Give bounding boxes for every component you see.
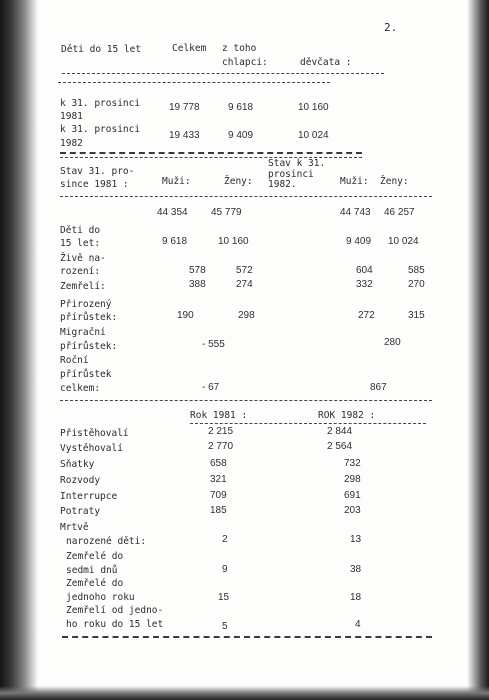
t3-row9-label-l2: jednoho roku	[66, 592, 135, 603]
t1-row2-label-l1: k 31. prosinci	[60, 124, 141, 135]
t2-children-l1: Děti do	[60, 225, 101, 236]
t3-row4-label: Rozvody	[60, 475, 101, 486]
t2-header-state82-l3: 1982.	[268, 179, 297, 190]
t3-header-rule	[190, 423, 426, 424]
t2-deaths-women81: 274	[236, 279, 253, 290]
t3-row7-1982: 13	[350, 534, 362, 545]
t3-row9-label-l1: Zemřelé do	[66, 578, 124, 589]
t2-natural-men81: 190	[177, 310, 194, 321]
t2-children-women82: 10 024	[388, 236, 419, 247]
t3-row6-1981: 185	[210, 505, 227, 516]
t3-row7-label-l2: narozené děti:	[66, 536, 147, 547]
t2-births-women82: 585	[408, 265, 425, 276]
t2-migration-1981: - 555	[202, 339, 225, 350]
t2-migration-l1: Migrační	[60, 327, 106, 338]
t1-rule-2	[58, 82, 330, 83]
t3-row2-1981: 2 770	[208, 441, 234, 452]
t2-natural-l2: přírůstek:	[60, 312, 118, 323]
scan-shadow-bottom	[0, 686, 489, 700]
t3-row4-1981: 321	[210, 474, 227, 485]
t1-row2-boys: 9 409	[228, 130, 254, 141]
t2-births-women81: 572	[236, 265, 253, 276]
t3-row5-1981: 709	[210, 490, 227, 501]
t3-row3-1981: 658	[210, 458, 227, 469]
t3-row4-1982: 298	[344, 474, 361, 485]
t3-row9-1981: 15	[218, 592, 230, 603]
t1-header-label: Děti do 15 let	[61, 44, 142, 55]
t2-deaths-men81: 388	[189, 279, 206, 290]
t2-annual-1982: 867	[370, 382, 387, 393]
t1-rule-1	[62, 73, 384, 74]
t2-header-rule	[60, 196, 432, 197]
t2-bottom-rule	[60, 400, 432, 401]
page-number: 2.	[384, 21, 398, 34]
t2-header-men82: Muži:	[340, 176, 369, 187]
t2-header-state81-l2: since 1981 :	[60, 179, 129, 190]
t1-row1-boys: 9 618	[228, 102, 254, 113]
t1-row1-girls: 10 160	[298, 102, 329, 113]
t2-children-l2: 15 let:	[60, 238, 101, 249]
t1-bottom-rule	[60, 152, 362, 154]
t1-header-girls: děvčata :	[300, 57, 352, 68]
t3-row1-1981: 2 215	[208, 426, 234, 437]
t3-row7-label-l1: Mrtvě	[60, 522, 89, 533]
t2-migration-1982: 280	[384, 337, 401, 348]
t2-natural-l1: Přirozený	[60, 299, 112, 310]
t2-migration-l2: přírůstek:	[60, 341, 118, 352]
t3-row10-label-l1: Zemřelí od jedno-	[66, 605, 164, 616]
t3-row5-label: Interrupce	[60, 491, 118, 502]
t1-row2-total: 19 433	[169, 130, 200, 141]
t3-row10-label-l2: ho roku do 15 let	[66, 619, 164, 630]
t2-children-men81: 9 618	[162, 236, 188, 247]
t3-row8-label-l1: Zemřelé do	[66, 551, 124, 562]
t2-natural-women81: 298	[238, 310, 255, 321]
t3-row8-1981: 9	[222, 564, 228, 575]
t3-header-1981: Rok 1981 :	[190, 410, 248, 421]
t2-deaths-men82: 332	[356, 279, 373, 290]
scan-shadow-right	[467, 0, 489, 700]
t3-row6-label: Potraty	[60, 506, 101, 517]
t2-total-men81: 44 354	[157, 207, 188, 218]
t2-annual-l2: přírůstek	[60, 369, 112, 380]
t3-row9-1982: 18	[350, 592, 362, 603]
t2-deaths-women82: 270	[408, 279, 425, 290]
t2-header-women82: Ženy:	[380, 176, 409, 187]
t3-row10-1982: 4	[355, 619, 361, 630]
t3-row1-1982: 2 844	[327, 426, 353, 437]
t2-header-men81: Muži:	[162, 176, 191, 187]
t1-header-total: Celkem	[172, 43, 207, 54]
t2-header-state81-l1: Stav 31. pro-	[60, 166, 135, 177]
t2-annual-l3: celkem:	[60, 383, 101, 394]
t3-row8-1982: 38	[350, 564, 362, 575]
t2-annual-l1: Roční	[60, 355, 89, 366]
t3-row10-1981: 5	[222, 621, 228, 632]
t2-header-state82-l2: prosinci	[268, 169, 314, 180]
t2-total-men82: 44 743	[340, 207, 371, 218]
t2-births-men81: 578	[189, 265, 206, 276]
t1-row2-label-l2: 1982	[60, 138, 83, 149]
t1-header-boys: chlapci:	[222, 57, 268, 68]
t2-births-l2: rození:	[60, 266, 101, 277]
t3-row3-label: Sňatky	[60, 459, 95, 470]
t2-births-l1: Živě na-	[60, 253, 106, 264]
t2-births-men82: 604	[356, 265, 373, 276]
t2-children-women81: 10 160	[218, 236, 249, 247]
t2-header-women81: Ženy:	[224, 176, 253, 187]
t3-row3-1982: 732	[344, 458, 361, 469]
t1-row2-girls: 10 024	[298, 130, 329, 141]
t3-row2-1982: 2 564	[327, 441, 353, 452]
t3-row5-1982: 691	[344, 490, 361, 501]
t3-row2-label: Vystěhovalí	[60, 443, 123, 454]
t1-header-of: z toho	[222, 43, 257, 54]
t2-natural-women82: 315	[408, 310, 425, 321]
t3-row8-label-l2: sedmi dnů	[66, 565, 118, 576]
t1-row1-total: 19 778	[169, 102, 200, 113]
t3-row7-1981: 2	[222, 534, 228, 545]
t1-row1-label-l2: 1981	[60, 111, 83, 122]
t2-natural-men82: 272	[358, 310, 375, 321]
t2-header-state82-l1: Stav k 31.	[268, 158, 326, 169]
t2-deaths-l1: Zemřelí:	[60, 281, 106, 292]
t1-row1-label-l1: k 31. prosinci	[60, 98, 141, 109]
scan-shadow-left	[0, 0, 38, 700]
t2-total-women81: 45 779	[211, 207, 242, 218]
t3-bottom-rule	[62, 636, 432, 638]
t2-children-men82: 9 409	[346, 236, 372, 247]
t3-row1-label: Přistěhovalí	[60, 428, 129, 439]
t2-annual-1981: - 67	[202, 382, 220, 393]
t3-row6-1982: 203	[344, 505, 361, 516]
t3-header-1982: ROK 1982 :	[318, 410, 376, 421]
t2-total-women82: 46 257	[384, 207, 415, 218]
